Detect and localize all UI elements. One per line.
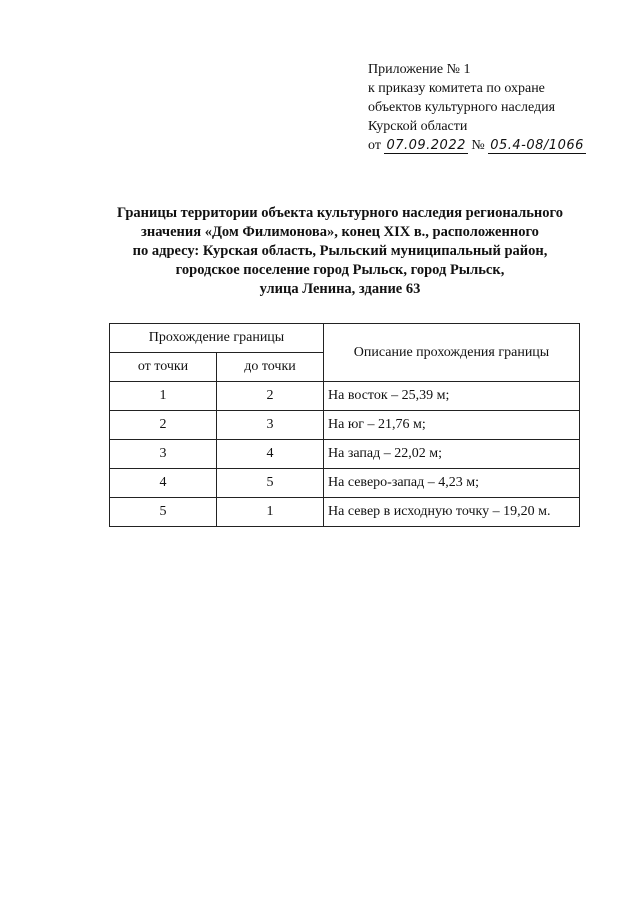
order-number: 05.4-08/1066 (490, 138, 584, 153)
boundary-description: На юг – 21,76 м; (324, 411, 580, 440)
from-point: 3 (110, 440, 217, 469)
title-line-3: по адресу: Курская область, Рыльский муниципальный район, (132, 243, 548, 259)
to-point: 4 (217, 440, 324, 469)
document-title (60, 204, 620, 299)
from-point: 1 (110, 382, 217, 411)
appendix-committee: объектов культурного наследия (368, 100, 556, 115)
table-row (110, 382, 580, 411)
title-line-1: Границы территории объекта культурного наследия регионального (117, 205, 563, 221)
title-line-5: улица Ленина, здание 63 (259, 281, 421, 297)
boundary-description: На северо-запад – 4,23 м; (324, 469, 580, 498)
title-line-2: значения «Дом Филимонова», конец XIX в., расположенного (141, 224, 539, 240)
boundary-description: На север в исходную точку – 19,20 м. (324, 498, 580, 527)
to-point: 1 (217, 498, 324, 527)
from-point: 2 (110, 411, 217, 440)
header-from-point: от точки (110, 353, 217, 382)
to-point: 5 (217, 469, 324, 498)
boundary-description: На запад – 22,02 м; (324, 440, 580, 469)
appendix-region: Курской области (368, 119, 468, 134)
appendix-number: Приложение № 1 (368, 62, 471, 77)
boundary-description: На восток – 25,39 м; (324, 382, 580, 411)
appendix-order-ref: к приказу комитета по охране (368, 81, 545, 96)
table-row (110, 498, 580, 527)
table-row (110, 411, 580, 440)
header-to-point: до точки (217, 353, 324, 382)
appendix-date-number-line (368, 136, 586, 155)
from-point: 5 (110, 498, 217, 527)
to-point: 3 (217, 411, 324, 440)
header-boundary-passage: Прохождение границы (110, 324, 324, 353)
from-label: от (368, 138, 381, 153)
title-line-4: городское поселение город Рыльск, город Рыльск, (175, 262, 505, 278)
order-date: 07.09.2022 (386, 138, 466, 153)
boundary-table (109, 323, 580, 527)
appendix-block (368, 60, 586, 155)
table-row (110, 440, 580, 469)
number-label: № (471, 138, 485, 153)
header-description: Описание прохождения границы (324, 324, 580, 382)
from-point: 4 (110, 469, 217, 498)
table-row (110, 469, 580, 498)
to-point: 2 (217, 382, 324, 411)
